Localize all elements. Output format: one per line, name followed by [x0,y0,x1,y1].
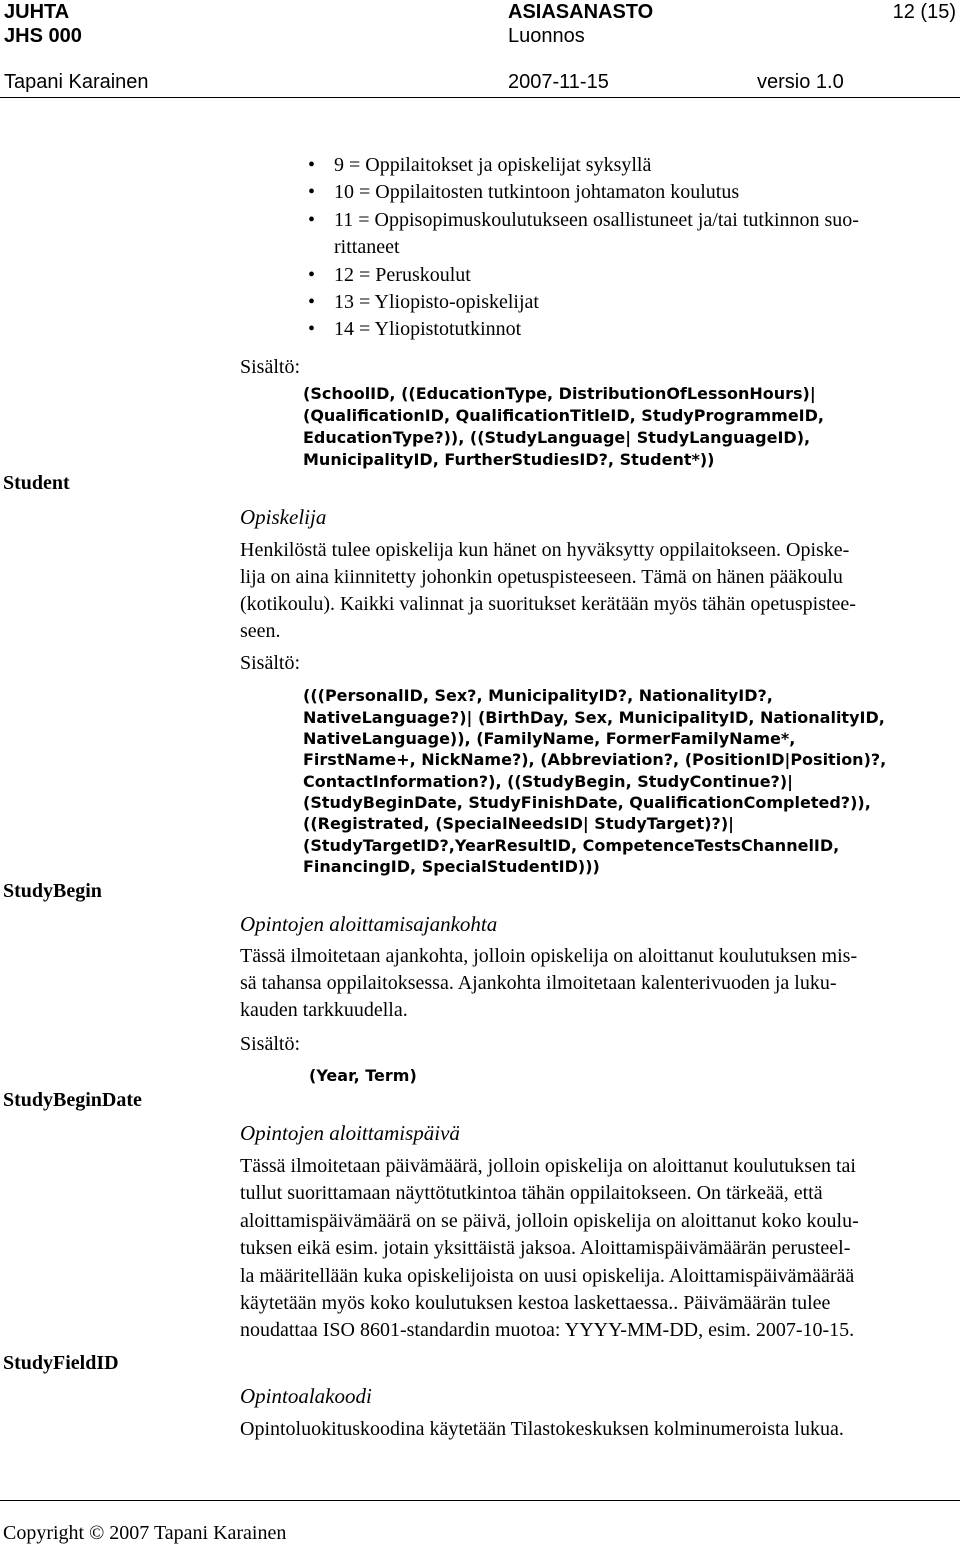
footer-copyright: Copyright © 2007 Tapani Karainen [3,1522,287,1544]
content-model-line: ContactInformation?), ((StudyBegin, StudyContinue?)| [303,772,793,791]
paragraph-line: kauden tarkkuudella. [240,999,408,1021]
content-label: Sisältö: [240,356,301,378]
header-doc-title: ASIASANASTO [508,1,654,23]
list-item: • 14 = Yliopistotutkinnot [308,316,960,343]
paragraph-line: Henkilöstä tulee opiskelija kun hänet on hyväksytty oppilaitokseen. Opiske- [240,539,850,561]
bullet-icon: • [308,181,316,204]
header-standard: JHS 000 [4,25,82,47]
bullet-icon: • [308,208,316,231]
paragraph-line: käytetään myös koko koulutuksen kestoa laskettaessa.. Päivämäärän tulee [240,1292,831,1314]
list-item: • 13 = Yliopisto-opiskelijat [308,289,960,316]
list-item: • 11 = Oppisopimuskoulutukseen osallistuneet ja/tai tutkinnon suo- [308,207,960,234]
bullet-icon: • [308,291,316,314]
content-model-line: FirstName+, NickName?), (Abbreviation?, (PositionID|Position)?, [303,750,887,769]
list-item: • 10 = Oppilaitosten tutkintoon johtamaton koulutus [308,179,960,206]
content-model-line: (((PersonalID, Sex?, MunicipalityID?, NationalityID?, [303,686,773,705]
paragraph-line: la määritellään kuka opiskelijoista on uusi opiskelija. Aloittamispäivämäärää [240,1265,855,1287]
bullet-icon: • [308,154,316,176]
content-model-line: MunicipalityID, FurtherStudiesID?, Student*)) [303,450,715,469]
bullet-icon: • [308,318,316,341]
paragraph-line: aloittamispäivämäärä on se päivä, jolloin opiskelija on aloittanut koko koulu- [240,1210,859,1232]
header-divider [0,97,960,98]
paragraph-line: tuksen eikä esim. jotain yksittäistä jaksoa. Aloittamispäivämäärän perusteel- [240,1237,851,1259]
header-page-number: 12 (15) [892,1,956,23]
content-model-line: (SchoolID, ((EducationType, DistributionOfLessonHours)| [303,384,816,403]
sidebar-term-studybegindate: StudyBeginDate [3,1089,142,1111]
header-date: 2007-11-15 [508,71,609,93]
paragraph-line: tullut suorittamaan näyttötutkintoa tähän oppilaitokseen. On tärkeää, että [240,1182,823,1204]
content-model-line: (Year, Term) [309,1066,417,1085]
code-value-list [308,152,960,344]
content-model-line: (StudyTargetID?,YearResultID, CompetenceTestsChannelID, [303,836,840,855]
content-label: Sisältö: [240,1033,301,1055]
list-item: • 12 = Peruskoulut [308,262,960,289]
bullet-icon: • [308,263,316,286]
header-status: Luonnos [508,25,585,47]
content-label: Sisältö: [240,652,301,674]
content-model-line: FinancingID, SpecialStudentID))) [303,857,600,876]
sidebar-term-student: Student [3,472,70,494]
paragraph-line: (kotikoulu). Kaikki valinnat ja suoritukset kerätään myös tähän opetuspistee- [240,593,856,615]
content-model-line: (QualificationID, QualificationTitleID, StudyProgrammeID, [303,406,824,425]
section-title-studybegindate: Opintojen aloittamispäivä [240,1121,460,1145]
header-version: versio 1.0 [757,71,844,93]
sidebar-term-studyfieldid: StudyFieldID [3,1352,119,1374]
paragraph-line: Tässä ilmoitetaan päivämäärä, jolloin opiskelija on aloittanut koulutuksen tai [240,1155,856,1177]
paragraph-line: noudattaa ISO 8601-standardin muotoa: YYYY-MM-DD, esim. 2007-10-15. [240,1319,855,1341]
content-model-line: EducationType?)), ((StudyLanguage| StudyLanguageID), [303,428,811,447]
list-item: • 9 = Oppilaitokset ja opiskelijat syksyllä [308,152,960,179]
content-model-line: NativeLanguage)), (FamilyName, FormerFamilyName*, [303,729,796,748]
paragraph-line: seen. [240,620,281,642]
paragraph-line: Tässä ilmoitetaan ajankohta, jolloin opiskelija on aloittanut koulutuksen mis- [240,945,858,967]
header-org: JUHTA [4,1,70,23]
content-model-line: NativeLanguage?)| (BirthDay, Sex, MunicipalityID, NationalityID, [303,708,885,727]
header-author: Tapani Karainen [4,71,149,93]
list-item-continuation: rittaneet [334,236,400,259]
paragraph-line: lija on aina kiinnitetty johonkin opetuspisteeseen. Tämä on hänen pääkoulu [240,566,843,588]
section-title-studyfieldid: Opintoalakoodi [240,1384,372,1408]
content-model-line: (StudyBeginDate, StudyFinishDate, QualificationCompleted?)), [303,793,871,812]
sidebar-term-studybegin: StudyBegin [3,880,102,902]
content-model-line: ((Registrated, (SpecialNeedsID| StudyTarget)?)| [303,814,734,833]
paragraph-line: Opintoluokituskoodina käytetään Tilastokeskuksen kolminumeroista lukua. [240,1418,844,1440]
paragraph-line: sä tahansa oppilaitoksessa. Ajankohta ilmoitetaan kalenterivuoden ja luku- [240,972,837,994]
section-title-opiskelija: Opiskelija [240,505,327,529]
section-title-studybegin: Opintojen aloittamisajankohta [240,912,498,936]
footer-divider [0,1500,960,1501]
